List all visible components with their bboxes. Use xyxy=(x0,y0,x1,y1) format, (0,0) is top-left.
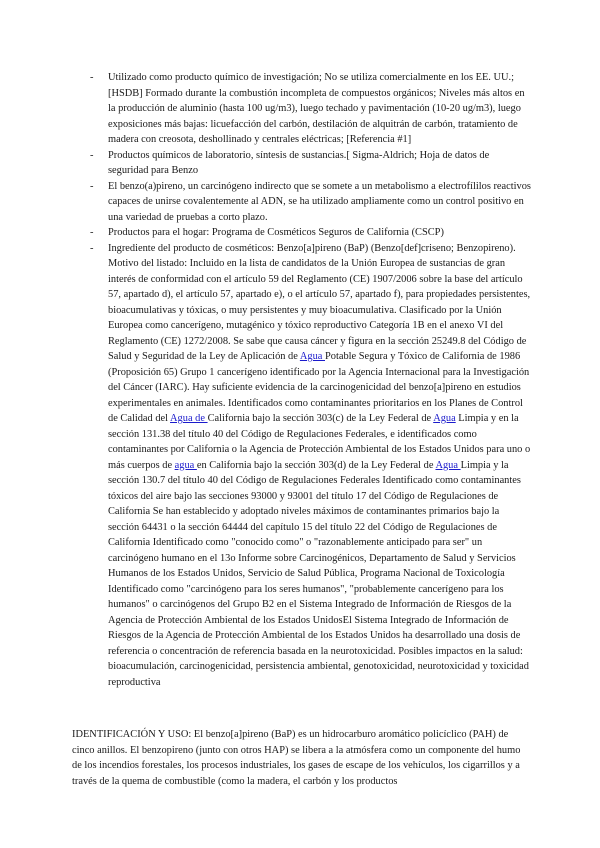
identification-paragraph: IDENTIFICACIÓN Y USO: El benzo[a]pireno (BaP) es un hidrocarburo aromático policíclico (PAH) de cinco anillos. El benzopireno (junto con otros HAP) se libera a la atmósfera como un componente del humo de los incendios forestales, los procesos industriales, los gases de escape de los vehículos, los cigarrillos y a través de la quema de combustible (como la madera, el carbón y los productos xyxy=(72,729,521,787)
agua-link[interactable]: Agua xyxy=(433,413,456,424)
list-item-text: El benzo(a)pireno, un carcinógeno indirecto que se somete a un metabolismo a electrofílilos reactivos capaces de unirse covalentemente al ADN, se ha utilizado ampliamente como un control positivo en una variedad de pruebas a corto plazo. xyxy=(108,180,531,223)
agua-link[interactable]: Agua xyxy=(299,351,325,362)
list-item xyxy=(92,148,532,179)
agua-link[interactable]: agua xyxy=(174,459,197,471)
bullet-dash: - xyxy=(90,72,94,83)
list-item xyxy=(92,179,532,226)
list-item-text: Productos químicos de laboratorio, síntesis de sustancias.[ Sigma-Aldrich; Hoja de datos de seguridad para Benzo xyxy=(108,149,490,176)
list-item xyxy=(92,70,532,148)
bullet-dash: - xyxy=(90,242,94,254)
bullet-dash: - xyxy=(90,149,94,161)
list-item-text: Productos para el hogar: Programa de Cosméticos Seguros de California (CSCP) xyxy=(108,227,444,238)
list-item-text: Limpia y la sección 130.7 del título 40 del Código de Regulaciones Federales Identificado como contaminantes tóxicos del aire bajo las secciones 93000 y 93001 del título 17 del Código de Regulaciones de California Se han establecido y adoptado niveles máximos de contaminantes primarios bajo la sección 64431 o la sección 64444 del capítulo 15 del título 22 del Código de Regulaciones de California Identificado como "conocido como" o "razonablemente anticipado para ser" un carcinógeno humano en el 13o Informe sobre Carcinogénicos, Departamento de Salud y Servicios Humanos de los Estados Unidos, Servicio de Salud Pública, Programa Nacional de Toxicología Identificado como "carcinógeno para los seres humanos", "probablemente cancerígeno para los humanos" o carcinógenos del Grupo B2 en el Sistema Integrado de Información de Riesgos de la Agencia de Protección Ambiental de los Estados UnidosEl Sistema Integrado de Información de Riesgos de la Agencia de Protección Ambiental de los Estados Unidos ha desarrollado una dosis de referencia o concentración de referencia basada en la neurotoxicidad. Posibles impactos en la salud: bioacumulación, carcinogenicidad, persistencia ambiental, genotoxicidad, neurotoxicidad y toxicidad reproductiva xyxy=(108,459,529,688)
list-item-text: en California bajo la sección 303(d) de la Ley Federal de xyxy=(196,459,436,471)
list-item-text: Potable Segura y Tóxico de California de 1986 (Proposición 65) Grupo 1 cancerígeno identificado por la Agencia Internacional para la Investigación del Cáncer (IARC). Hay suficiente evidencia de la carcinogenicidad del benzo[a]pireno en estudios experimentales en animales. Identificados como contaminantes prioritarios en los Planes de Control de Calidad del xyxy=(108,351,530,424)
list-item-text: Limpia y en la sección 131.38 del título 40 del Código de Regulaciones Federales, e identificados como contaminantes por California o la Agencia de Protección Ambiental de los Estados Unidos para uno o más cuerpos de xyxy=(108,413,531,471)
list-item-text: Ingrediente del producto de cosméticos: Benzo[a]pireno (BaP) (Benzo[def]criseno; Benzopireno). Motivo del listado: Incluido en la lista de candidatos de la Unión Europea de sustancias de gran interés de conformidad con el artículo 59 del Reglamento (CE) 1907/2006 sobre la base del artículo 57, apartado d), el artículo 57, apartado e), o el artículo 57, apartado f), para propiedades persistentes, bioacumulativas y tóxicas, o muy persistentes y muy bioacumulativa. Clasificado por la Unión Europea como cancerígeno, mutagénico y tóxico reproductivo Categoría 1B en el anexo VI del Reglamento (CE) 1272/2008. Se sabe que causa cáncer y figura en la sección 25249.8 del Código de Salud y Seguridad de la Ley de Aplicación de xyxy=(108,242,531,362)
agua-link[interactable]: Agua xyxy=(435,459,461,471)
bullet-dash: - xyxy=(90,180,94,192)
bullet-list xyxy=(92,70,532,690)
agua-de-link[interactable]: Agua de xyxy=(170,413,208,424)
list-item xyxy=(92,225,532,241)
bullet-dash: - xyxy=(90,227,94,238)
list-item-cosmetics xyxy=(92,241,532,691)
list-item-text: Utilizado como producto químico de investigación; No se utiliza comercialmente en los EE. UU.; [HSDB] Formado durante la combustión incompleta de compuestos orgánicos; Niveles más altos en la producción de aluminio (hasta 100 ug/m3), luego techado y pavimentación (10-20 ug/m3), luego exposiciones más bajas: licuefacción del carbón, destilación de alquitrán de carbón, tratamiento de madera con creosota, deshollinado y centrales eléctricas; [Referencia #1] xyxy=(108,72,525,145)
list-item-text: California bajo la sección 303(c) de la Ley Federal de xyxy=(207,413,434,424)
